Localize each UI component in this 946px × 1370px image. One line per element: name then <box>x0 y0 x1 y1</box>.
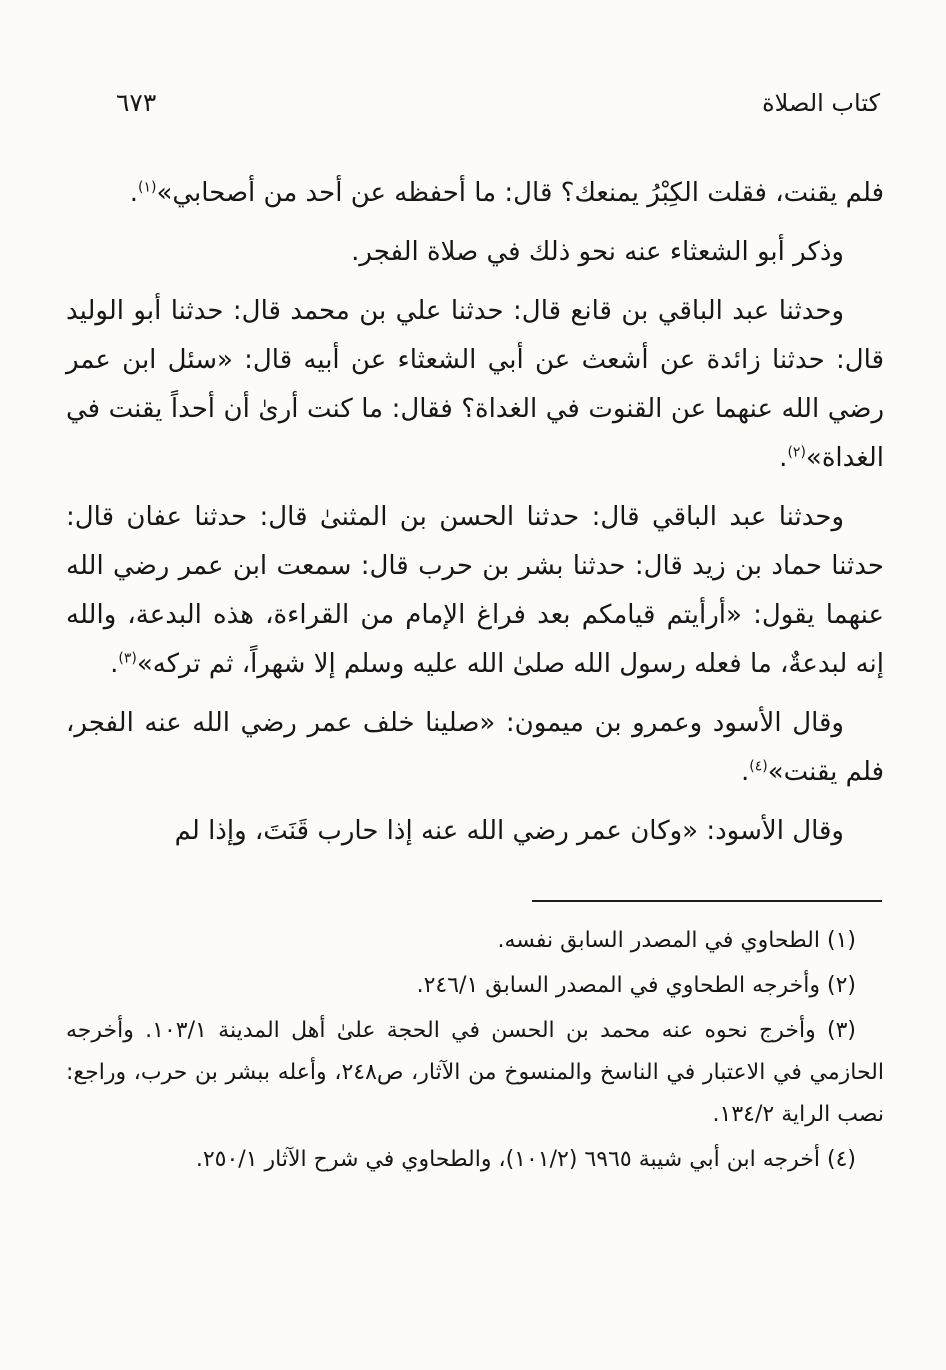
footnote-text: الطحاوي في المصدر السابق نفسه. <box>497 928 820 953</box>
paragraph-tail: . <box>129 178 138 208</box>
footnote-3 <box>66 1010 884 1136</box>
footnote-ref-4: (٤) <box>749 758 768 775</box>
footnote-2 <box>66 965 884 1007</box>
paragraph-1 <box>66 169 884 218</box>
footnote-separator <box>532 900 882 902</box>
footnote-ref-2: (٢) <box>787 444 806 461</box>
paragraph-4 <box>66 493 884 689</box>
footnote-marker: (١) <box>826 928 856 953</box>
paragraph-text: وقال الأسود وعمرو بن ميمون: «صلينا خلف عمر رضي الله عنه الفجر، فلم يقنت» <box>66 708 884 787</box>
footnote-text: وأخرج نحوه عنه محمد بن الحسن في الحجة علىٰ أهل المدينة ١٠٣/١. وأخرجه الحازمي في الاعتبار في الناسخ والمنسوخ من الآثار، ص٢٤٨، وأعله ببشر بن حرب، وراجع: نصب الراية ١٣٤/٢. <box>66 1018 884 1127</box>
paragraph-2 <box>66 228 884 277</box>
footnote-text: وأخرجه الطحاوي في المصدر السابق ٢٤٦/١. <box>416 973 820 998</box>
paragraph-text: وقال الأسود: «وكان عمر رضي الله عنه إذا حارب قَنَتَ، وإذا لم <box>174 816 844 846</box>
paragraph-text: وذكر أبو الشعثاء عنه نحو ذلك في صلاة الفجر. <box>351 237 844 267</box>
footnote-1 <box>66 920 884 962</box>
paragraph-6 <box>66 807 884 856</box>
paragraph-text: فلم يقنت، فقلت الكِبْرُ يمنعك؟ قال: ما أحفظه عن أحد من أصحابي» <box>156 178 884 208</box>
footnote-4 <box>66 1139 884 1181</box>
paragraph-tail: . <box>740 757 750 787</box>
footnote-marker: (٣) <box>827 1018 857 1043</box>
footnote-ref-1: (١) <box>137 179 157 196</box>
footnote-ref-3: (٣) <box>118 650 137 667</box>
page-number: ٦٧٣ <box>116 88 157 117</box>
paragraph-text: وحدثنا عبد الباقي قال: حدثنا الحسن بن المثنىٰ قال: حدثنا عفان قال: حدثنا حماد بن زيد قال: حدثنا بشر بن حرب قال: سمعت ابن عمر رضي الله عنهما يقول: «أرأيتم قيامكم بعد فراغ الإمام من القراءة، هذه البدعة، والله إنه لبدعةٌ، ما فعله رسول الله صلىٰ الله عليه وسلم إلا شهراً، ثم تركه» <box>66 502 884 679</box>
footnote-marker: (٤) <box>826 1147 856 1172</box>
paragraph-5 <box>66 699 884 797</box>
paragraph-text: وحدثنا عبد الباقي بن قانع قال: حدثنا علي بن محمد قال: حدثنا أبو الوليد قال: حدثنا زائدة عن أشعث عن أبي الشعثاء عن أبيه قال: «سئل ابن عمر رضي الله عنهما عن القنوت في الغداة؟ فقال: ما كنت أرىٰ أن أحداً يقنت في الغداة» <box>66 296 884 473</box>
paragraph-tail: . <box>779 443 788 473</box>
paragraph-tail: . <box>110 649 119 679</box>
footnote-text: أخرجه ابن أبي شيبة ٦٩٦٥ (١٠١/٢)، والطحاوي في شرح الآثار ٢٥٠/١. <box>195 1147 820 1172</box>
footnote-marker: (٢) <box>826 973 856 998</box>
body-text <box>66 169 884 856</box>
page-header <box>66 88 884 117</box>
footnotes-section <box>66 920 884 1181</box>
paragraph-3 <box>66 287 884 483</box>
book-title: كتاب الصلاة <box>762 89 880 117</box>
